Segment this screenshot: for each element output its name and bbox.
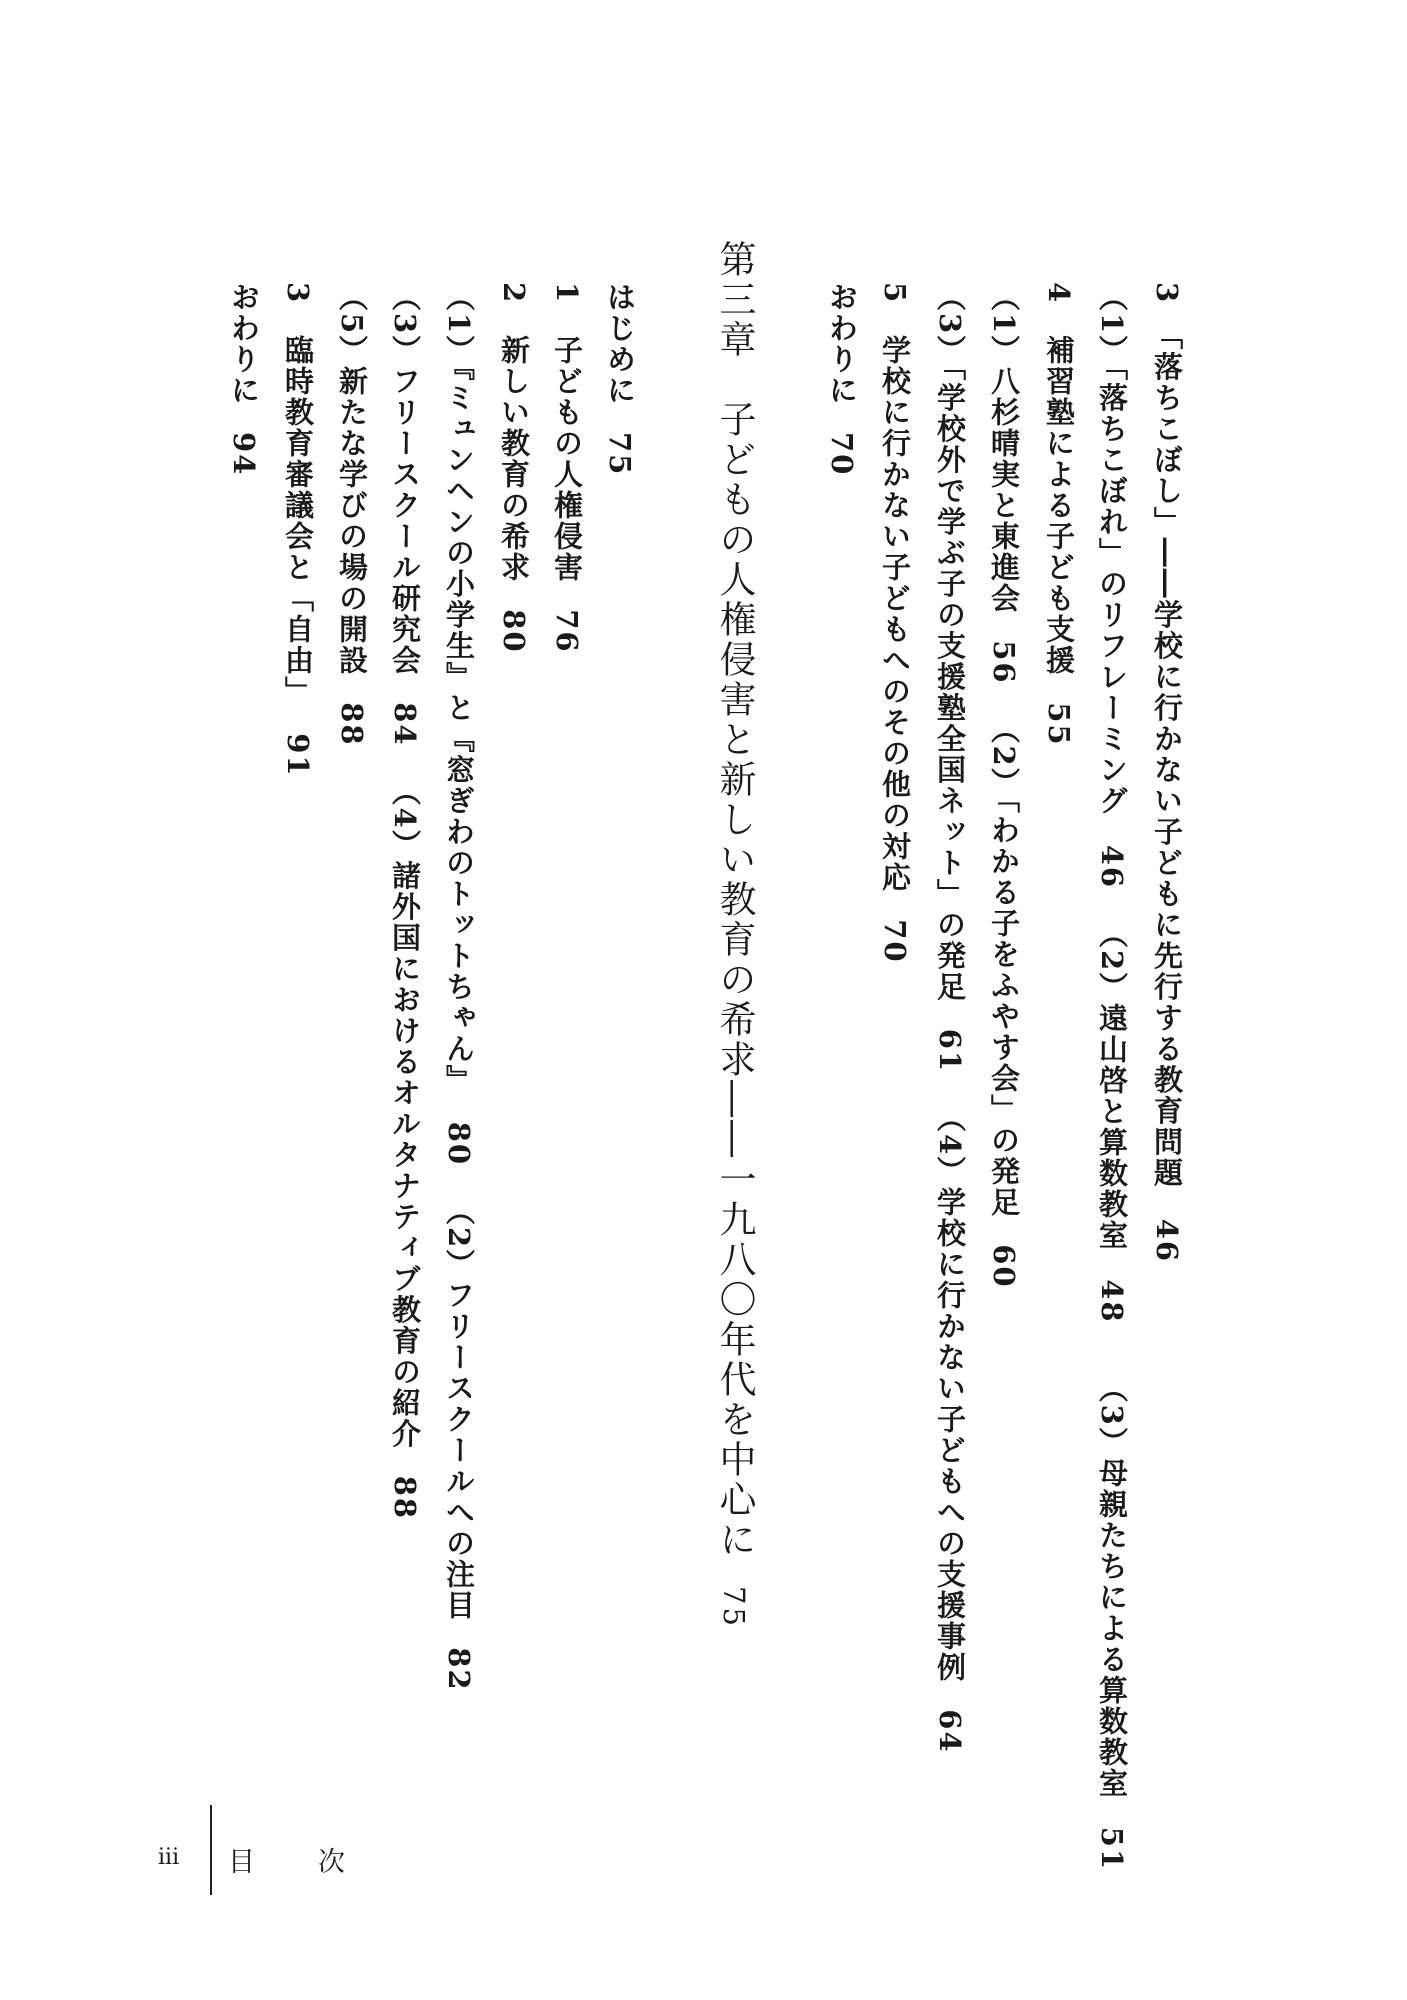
toc-subsection-row[interactable] (928, 282, 972, 1754)
toc-section-1-rights[interactable] (545, 282, 589, 1732)
toc-page-number: 80 (442, 1121, 476, 1167)
toc-subsection-row[interactable] (437, 282, 481, 1732)
toc-page-number: 75 (603, 432, 637, 477)
toc-entry-title: （3）フリースクール研究会 (388, 282, 422, 677)
toc-entry-title: （4）諸外国におけるオルタナティブ教育の紹介 (388, 776, 422, 1450)
toc-page-number: 46 (1095, 844, 1129, 890)
toc-entry-title: （2）フリースクールへの注目 (442, 1196, 476, 1622)
toc-entry-title: （3）「学校外で学ぶ子の支援塾全国ネット」の発足 (933, 282, 967, 1003)
toc-subsection-row[interactable] (1090, 282, 1134, 1872)
toc-page-number: 82 (442, 1647, 476, 1692)
toc-page-number: 91 (281, 733, 315, 778)
toc-entry-title: はじめに (603, 282, 637, 406)
toc-entry-title: （4）学校に行かない子どもへの支援事例 (933, 1103, 967, 1684)
toc-closing-ch3[interactable] (222, 282, 266, 1732)
toc-section-3-ochikoboshi[interactable] (1145, 282, 1189, 1732)
toc-subsection-row[interactable] (383, 282, 427, 1732)
toc-entry-title: （1）八杉晴実と東進会 (987, 282, 1021, 615)
toc-entry-title: （3）母親たちによる算数教室 (1095, 1373, 1129, 1799)
toc-page-number: 70 (878, 919, 912, 964)
toc-entry-title: （1）『ミュンヘンの小学生』と『窓ぎわのトットちゃん』 (442, 282, 476, 1096)
toc-entry-title: （2）「わかる子をふやす会」の発足 (987, 714, 1021, 1219)
toc-introduction-ch3[interactable] (598, 282, 642, 1732)
chapter-title: 第三章 子どもの人権侵害と新しい教育の希求――一九八〇年代を中心に (713, 240, 756, 1560)
toc-entry-title: 5 学校に行かない子どもへのその他の対応 (878, 282, 912, 894)
toc-page-number: 56 (987, 640, 1021, 685)
toc-page-number: 48 (1095, 1279, 1129, 1324)
toc-page-number: 61 (933, 1028, 967, 1074)
toc-page-number: 88 (388, 1475, 422, 1521)
toc-closing-ch2[interactable] (820, 282, 864, 1732)
toc-page-number: 84 (388, 702, 422, 747)
footer-running-title: 目 次 (228, 1847, 363, 1878)
toc-page-number: 80 (497, 609, 531, 654)
footer-divider (210, 1805, 212, 1895)
toc-entry-title: （1）「落ちこぼれ」のリフレーミング (1095, 282, 1129, 817)
toc-section-4-hoshujuku[interactable] (1037, 282, 1081, 1732)
toc-page-number: 88 (335, 702, 369, 747)
toc-entry-title: 2 新しい教育の希求 (497, 282, 531, 584)
toc-page-number: 94 (227, 432, 261, 477)
toc-entry-title: （2）遠山啓と算数教室 (1095, 919, 1129, 1252)
toc-page-number: 46 (1150, 1218, 1184, 1264)
footer-page-number: iii (158, 1845, 180, 1870)
toc-entry-title: 3 「落ちこぼし」――学校に行かない子どもに先行する教育問題 (1150, 282, 1184, 1189)
toc-subsection-row[interactable] (982, 282, 1026, 1732)
toc-page-number: 75 (717, 1586, 751, 1629)
toc-page-number: 51 (1095, 1826, 1129, 1872)
toc-chapter-3[interactable] (709, 240, 759, 1690)
toc-entry-title: 1 子どもの人権侵害 (550, 282, 584, 584)
toc-entry-title: （5）新たな学びの場の開設 (335, 282, 369, 677)
toc-entry-title: 4 補習塾による子ども支援 (1042, 282, 1076, 677)
toc-page-number: 55 (1042, 702, 1076, 747)
toc-page-number: 76 (550, 609, 584, 654)
toc-section-2-new-education[interactable] (492, 282, 536, 1732)
toc-section-5-other[interactable] (873, 282, 917, 1732)
toc-page-number: 60 (987, 1244, 1021, 1289)
toc-page-number: 70 (825, 432, 859, 477)
toc-entry-title: おわりに (825, 282, 859, 406)
toc-section-3-rinkyoshin[interactable] (276, 282, 320, 1732)
toc-entry-title: 3 臨時教育審議会と「自由」 (281, 282, 315, 708)
toc-page-number: 64 (933, 1709, 967, 1754)
toc-subsection-row[interactable] (330, 282, 374, 1732)
toc-entry-title: おわりに (227, 282, 261, 406)
